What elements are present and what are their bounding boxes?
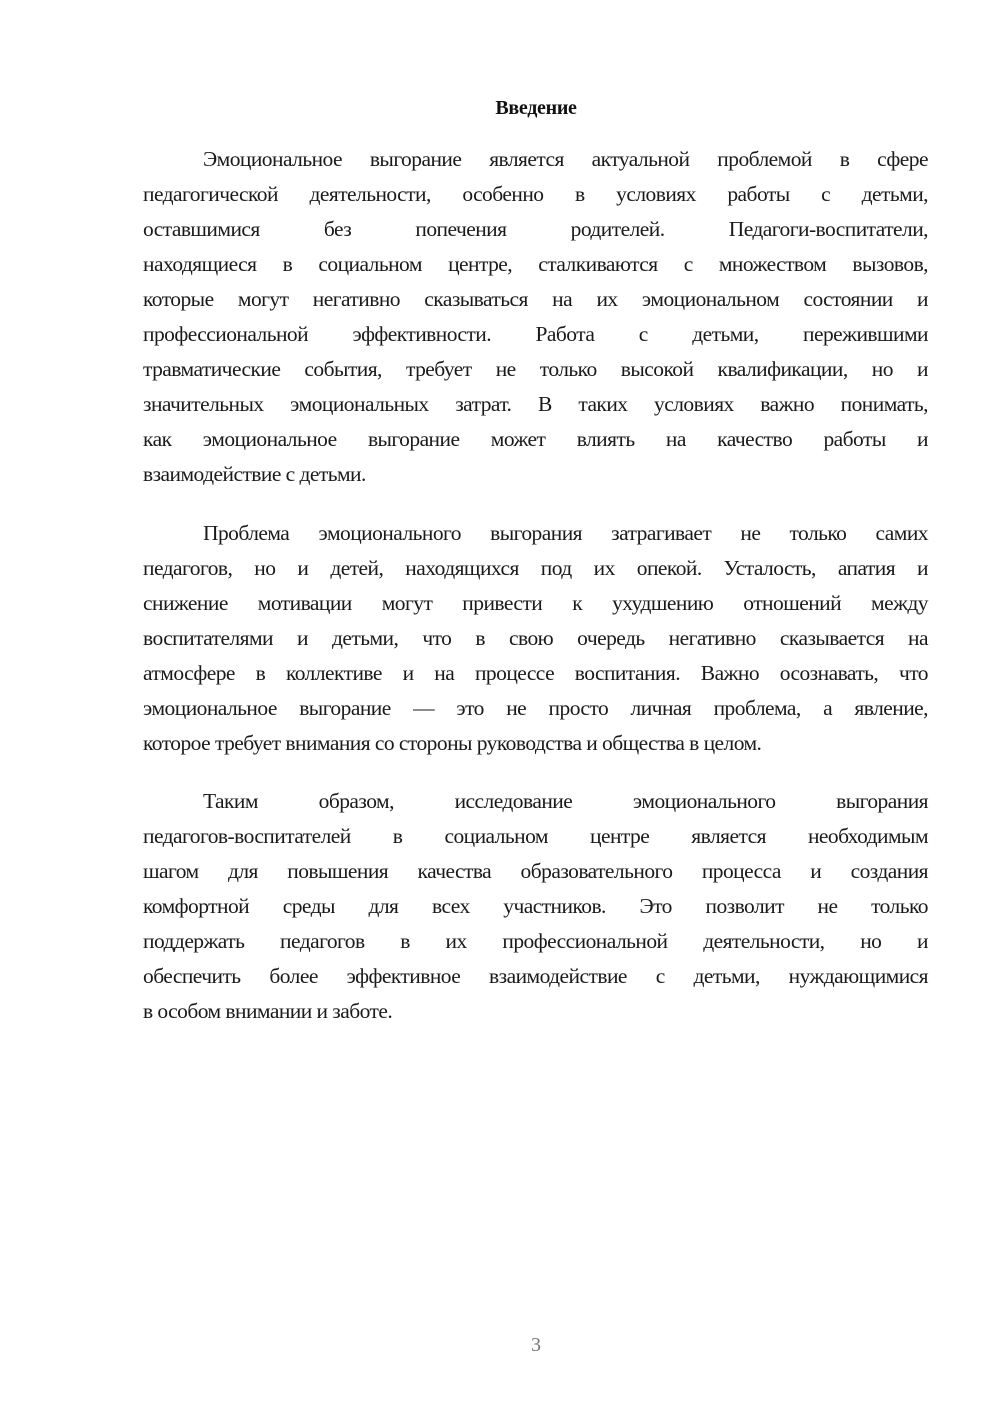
section-title: Введение	[495, 97, 577, 119]
paragraph-line: атмосфере в коллективе и на процессе воспитания. Важно осознавать, что	[143, 661, 928, 685]
paragraph-line: Эмоциональное выгорание является актуальной проблемой в сфере	[203, 147, 928, 171]
paragraph-line: значительных эмоциональных затрат. В таких условиях важно понимать,	[143, 392, 928, 416]
paragraph-1	[143, 142, 928, 492]
paragraph-3	[143, 784, 928, 1029]
paragraph-line: профессиональной эффективности. Работа с детьми, пережившими	[143, 322, 928, 346]
paragraph-line: находящиеся в социальном центре, сталкиваются с множеством вызовов,	[143, 252, 928, 276]
paragraph-line: педагогов-воспитателей в социальном центре является необходимым	[143, 824, 928, 848]
paragraph-line: педагогической деятельности, особенно в условиях работы с детьми,	[143, 182, 928, 206]
paragraph-line: эмоциональное выгорание — это не просто личная проблема, а явление,	[143, 696, 928, 720]
paragraph-line: обеспечить более эффективное взаимодействие с детьми, нуждающимися	[143, 964, 928, 988]
paragraph-line: которые могут негативно сказываться на их эмоциональном состоянии и	[143, 287, 928, 311]
paragraph-line: шагом для повышения качества образовательного процесса и создания	[143, 859, 928, 883]
paragraph-line: педагогов, но и детей, находящихся под их опекой. Усталость, апатия и	[143, 556, 928, 580]
paragraph-line: которое требует внимания со стороны руководства и общества в целом.	[143, 731, 762, 755]
paragraph-line: Проблема эмоционального выгорания затрагивает не только самих	[203, 521, 928, 545]
paragraph-line: в особом внимании и заботе.	[143, 999, 393, 1023]
page-number: 3	[531, 1334, 541, 1356]
paragraph-line: Таким образом, исследование эмоционального выгорания	[203, 789, 928, 813]
paragraph-line: оставшимися без попечения родителей. Педагоги-воспитатели,	[143, 217, 928, 241]
paragraph-line: комфортной среды для всех участников. Это позволит не только	[143, 894, 928, 918]
paragraph-line: взаимодействие с детьми.	[143, 462, 366, 486]
paragraph-line: травматические события, требует не только высокой квалификации, но и	[143, 357, 928, 381]
paragraph-line: поддержать педагогов в их профессиональной деятельности, но и	[143, 929, 928, 953]
paragraph-line: воспитателями и детьми, что в свою очередь негативно сказывается на	[143, 626, 928, 650]
paragraph-2	[143, 516, 928, 761]
paragraph-line: снижение мотивации могут привести к ухудшению отношений между	[143, 591, 928, 615]
paragraph-line: как эмоциональное выгорание может влиять на качество работы и	[143, 427, 928, 451]
